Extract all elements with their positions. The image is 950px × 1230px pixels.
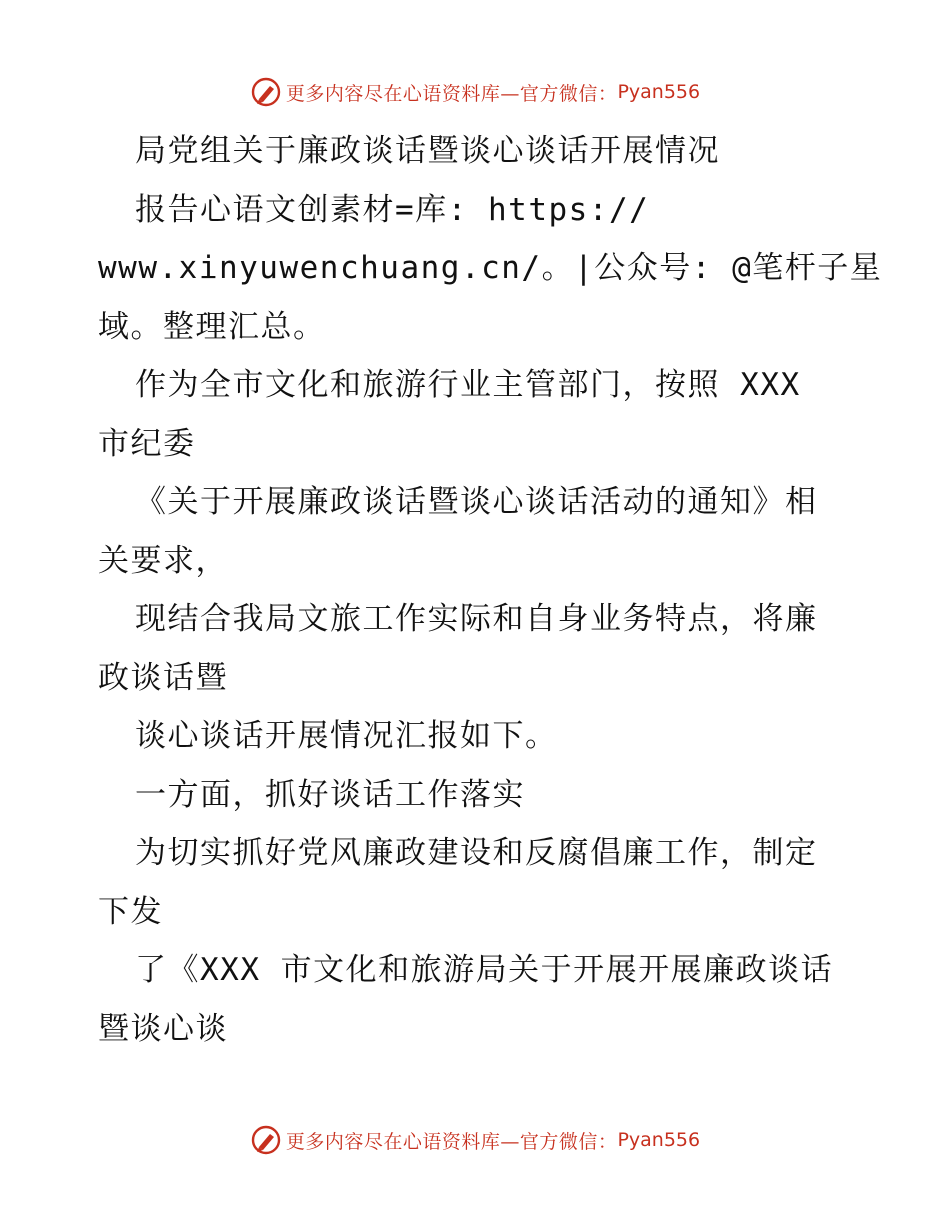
text-line: 现结合我局文旅工作实际和自身业务特点，将廉 [135, 601, 818, 637]
text-line: 一方面，抓好谈话工作落实 [135, 776, 525, 813]
text-line: 报告心语文创素材=库: https:// [135, 191, 650, 228]
text-line: 为切实抓好党风廉政建设和反腐倡廉工作，制定 [135, 835, 818, 871]
text-line: 关要求， [98, 542, 228, 579]
text-line: 《关于开展廉政谈话暨谈心谈话活动的通知》相 [135, 484, 818, 520]
text-line: www.xinyuwenchuang.cn/。|公众号: @笔杆子星 [98, 250, 883, 286]
text-line: 谈心谈话开展情况汇报如下。 [135, 718, 558, 754]
footer-banner [0, 1120, 950, 1160]
document-body [98, 122, 883, 1058]
banner-wechat-id: Pyan556 [617, 1129, 701, 1151]
header-banner [0, 72, 950, 112]
text-line: 下发 [98, 893, 163, 930]
banner-wechat-label: 官方微信： [519, 1130, 618, 1153]
text-line: 市纪委 [98, 425, 196, 462]
text-line: 局党组关于廉政谈话暨谈心谈话开展情况 [135, 133, 720, 169]
text-line: 政谈话暨 [98, 659, 228, 696]
text-line: 域。整理汇总。 [98, 308, 326, 345]
text-line: 了《XXX 市文化和旅游局关于开展开展廉政谈话 [135, 952, 834, 988]
text-line: 暨谈心谈 [98, 1010, 228, 1047]
pen-logo-icon [250, 1124, 282, 1156]
banner-wechat-label: 官方微信： [519, 82, 618, 105]
banner-wechat-id: Pyan556 [617, 81, 701, 103]
banner-slogan: 更多内容尽在心语资料库— [285, 82, 520, 105]
text-line: 作为全市文化和旅游行业主管部门，按照 XXX [135, 367, 801, 403]
pen-logo-icon [250, 76, 282, 108]
banner-slogan: 更多内容尽在心语资料库— [285, 1130, 520, 1153]
